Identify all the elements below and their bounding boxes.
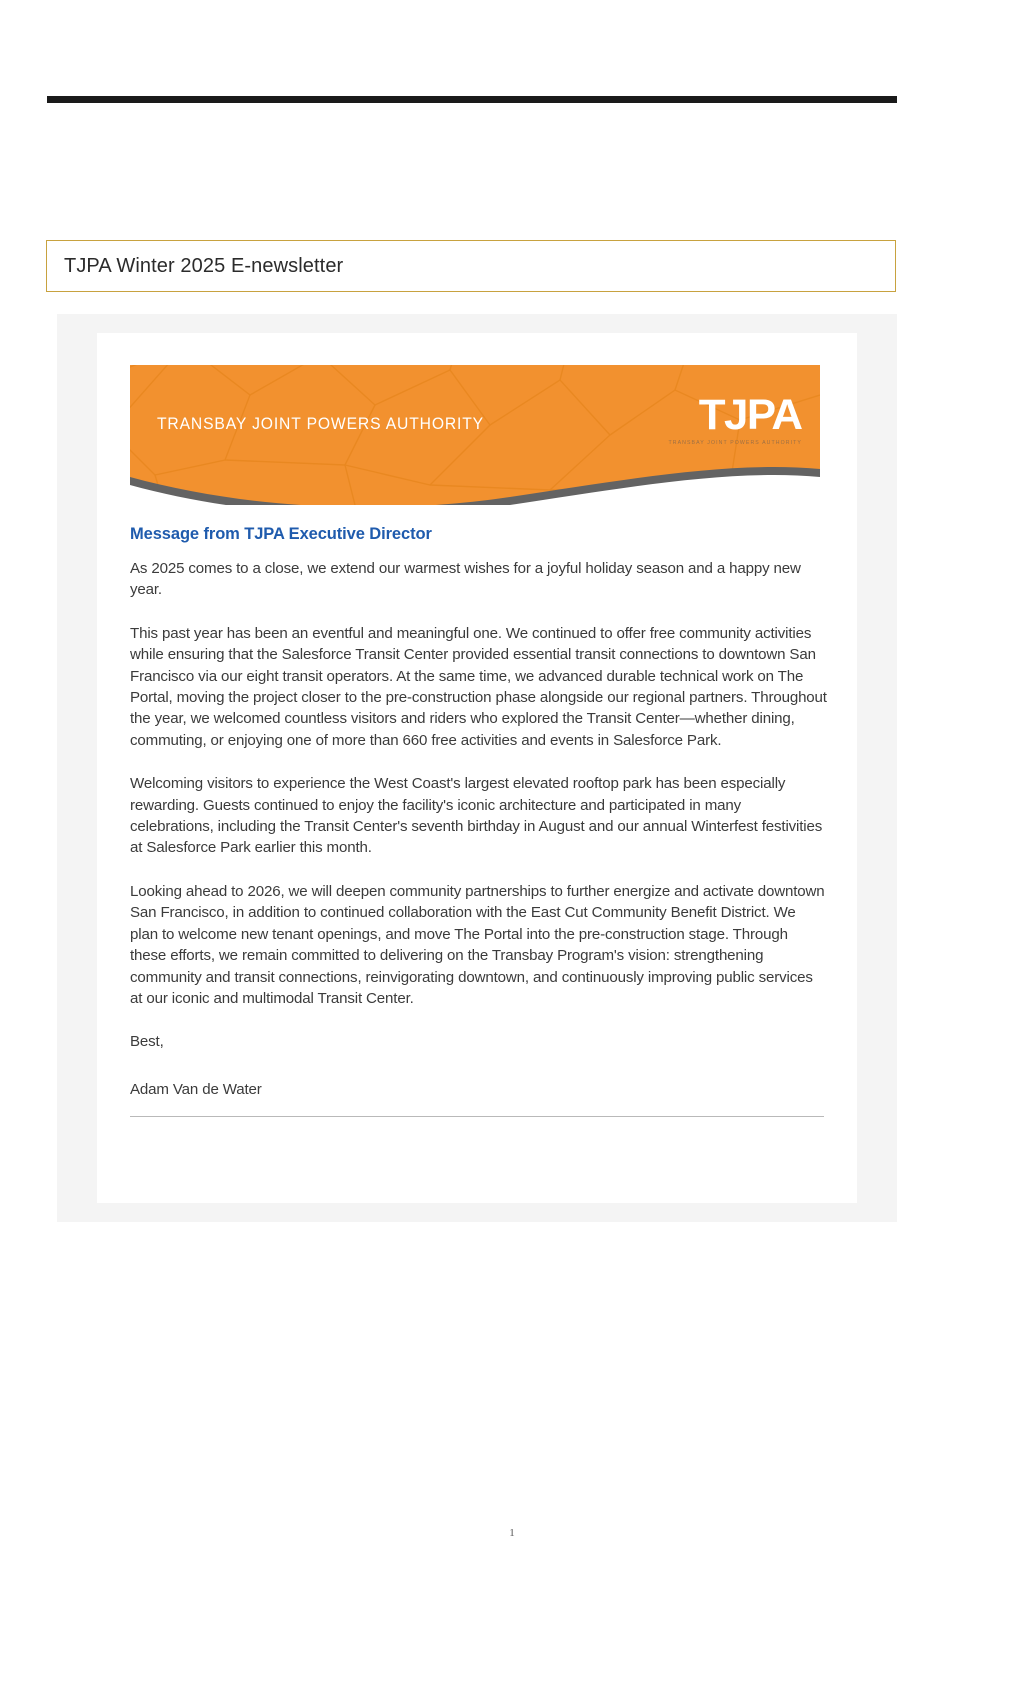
article-paragraph-1: As 2025 comes to a close, we extend our warmest wishes for a joyful holiday season and a happy new year. — [130, 560, 801, 599]
page-title: TJPA Winter 2025 E-newsletter — [64, 254, 344, 277]
tjpa-logo-wordmark: TJPA — [699, 391, 802, 439]
article-heading: Message from TJPA Executive Director — [130, 525, 432, 543]
top-divider-rule — [47, 96, 897, 103]
article-body — [130, 525, 827, 1117]
page-number: 1 — [509, 1527, 515, 1539]
article-signoff: Best, — [130, 1033, 164, 1051]
article-paragraph-3: Welcoming visitors to experience the West Coast's largest elevated rooftop park has been especially rewarding. Guests continued to enjoy the facility's iconic architecture and participated in many celebrations, including the Transit Center's seventh birthday in August and our annual Winterfest festivities at Salesforce Park earlier this month. — [130, 775, 823, 857]
document-title-bar — [46, 240, 896, 292]
banner-organization-name: TRANSBAY JOINT POWERS AUTHORITY — [157, 415, 484, 433]
article-paragraph-2: This past year has been an eventful and meaningful one. We continued to offer free community activities while ensuring that the Salesforce Transit Center provided essential transit connections to downtown San Francisco via our eight transit operators. At the same time, we advanced durable technical work on The Portal, moving the project closer to the pre-construction phase alongside our regional partners. Throughout the year, we welcomed countless visitors and riders who explored the Transit Center—whether dining, commuting, or enjoying one of more than 660 free activities and events in Salesforce Park. — [130, 624, 827, 749]
signature-divider-rule — [130, 1116, 824, 1117]
tjpa-logo — [668, 393, 802, 446]
newsletter-outer-frame — [57, 314, 897, 1222]
article-signature-name: Adam Van de Water — [130, 1080, 262, 1098]
newsletter-banner — [130, 365, 820, 505]
tjpa-logo-tagline: TRANSBAY JOINT POWERS AUTHORITY — [668, 440, 802, 446]
article-paragraph-4: Looking ahead to 2026, we will deepen community partnerships to further energize and activate downtown San Francisco, in addition to continued collaboration with the East Cut Community Benefit District. We plan to welcome new tenant openings, and move The Portal into the pre-construction stage. Through these efforts, we remain committed to delivering on the Transbay Program's vision: strengthening community and transit connections, reinvigorating downtown, and continuously improving public services at our iconic and multimodal Transit Center. — [130, 882, 825, 1007]
newsletter-content-card — [97, 333, 857, 1203]
